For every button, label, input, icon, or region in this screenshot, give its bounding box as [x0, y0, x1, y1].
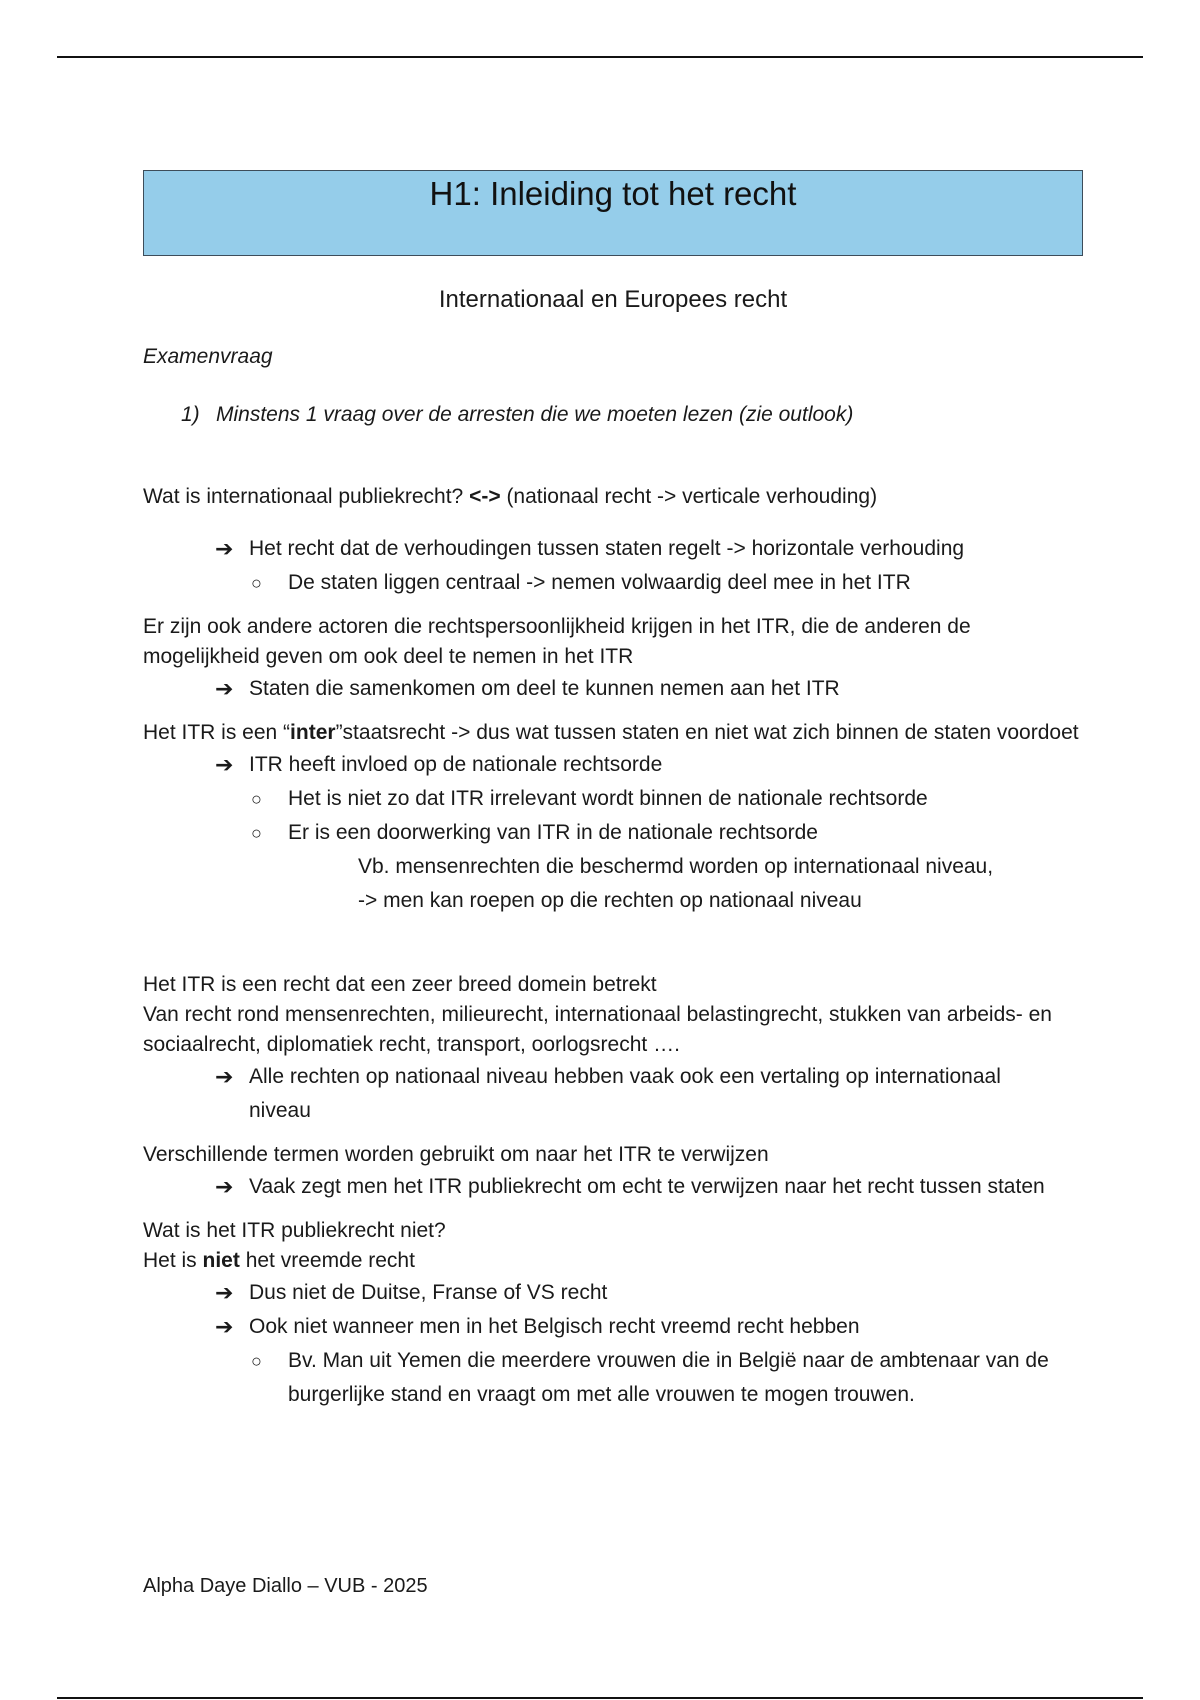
paragraph-not: [143, 1246, 1083, 1276]
circle-item: [143, 782, 1083, 816]
circle-text: Het is niet zo dat ITR irrelevant wordt binnen de nationale rechtsorde: [288, 787, 928, 810]
circle-item: [143, 566, 1083, 600]
circle-bullet-icon: ○: [251, 823, 262, 843]
paragraph-actors: Er zijn ook andere actoren die rechtspersoonlijkheid krijgen in het ITR, die de anderen de mogelijkheid geven om ook deel te nemen in het ITR: [143, 615, 971, 668]
arrow-text: Dus niet de Duitse, Franse of VS recht: [249, 1281, 608, 1304]
header-rule: [57, 56, 1143, 58]
arrow-text: Het recht dat de verhoudingen tussen staten regelt -> horizontale verhouding: [249, 537, 965, 560]
exam-label: Examenvraag: [143, 345, 273, 368]
arrow-text: Alle rechten op nationaal niveau hebben vaak ook een vertaling op internationaal niveau: [249, 1065, 1001, 1122]
bold-part: inter: [290, 721, 336, 744]
arrow-item: [143, 532, 1083, 566]
circle-text: De staten liggen centraal -> nemen volwaardig deel mee in het ITR: [288, 571, 911, 594]
title-box: [143, 170, 1083, 256]
text-part: ”staatsrecht -> dus wat tussen staten en niet wat zich binnen de staten voordoet: [335, 721, 1079, 744]
page-title: H1: Inleiding tot het recht: [429, 175, 797, 212]
arrow-text: Staten die samenkomen om deel te kunnen nemen aan het ITR: [249, 677, 840, 700]
list-text: Minstens 1 vraag over de arresten die we moeten lezen (zie outlook): [216, 403, 854, 426]
arrow-icon: ➔: [215, 676, 234, 701]
arrow-item: [143, 1310, 1083, 1344]
arrow-item: [143, 748, 1083, 782]
page-footer: Alpha Daye Diallo – VUB - 2025: [143, 1575, 428, 1597]
arrow-item: [143, 672, 1083, 706]
text-part: Wat is internationaal publiekrecht?: [143, 485, 470, 508]
arrow-icon: ➔: [215, 752, 234, 777]
arrow-text: Ook niet wanneer men in het Belgisch recht vreemd recht hebben: [249, 1315, 860, 1338]
subtitle: Internationaal en Europees recht: [438, 286, 788, 313]
circle-item: [143, 1344, 1083, 1412]
arrow-item: [143, 1276, 1083, 1310]
question-not: Wat is het ITR publiekrecht niet?: [143, 1219, 446, 1242]
arrow-icon: ➔: [215, 1174, 234, 1199]
arrow-text: Vaak zegt men het ITR publiekrecht om echt te verwijzen naar het recht tussen staten: [249, 1175, 1045, 1198]
paragraph-domain: Het ITR is een recht dat een zeer breed domein betrekt: [143, 973, 657, 996]
circle-text: Bv. Man uit Yemen die meerdere vrouwen die in België naar de ambtenaar van de burgerlijke stand en vraagt om met alle vrouwen te mogen trouwen.: [288, 1349, 1049, 1406]
arrow-icon: ➔: [215, 1064, 234, 1089]
arrow-text: ITR heeft invloed op de nationale rechtsorde: [249, 753, 663, 776]
list-number: 1): [181, 403, 200, 426]
arrow-icon: ➔: [215, 536, 234, 561]
question-international-law: [143, 482, 1083, 512]
exam-list-item: [143, 400, 1083, 430]
bold-part: <->: [469, 485, 501, 508]
arrow-icon: ➔: [215, 1280, 234, 1305]
footer-rule: [57, 1697, 1143, 1699]
circle-bullet-icon: ○: [251, 573, 262, 593]
circle-bullet-icon: ○: [251, 789, 262, 809]
example-text: Vb. mensenrechten die beschermd worden op internationaal niveau, -> men kan roepen op die rechten op nationaal niveau: [358, 855, 994, 912]
bold-part: niet: [202, 1249, 240, 1272]
text-part: (nationaal recht -> verticale verhouding): [500, 485, 878, 508]
circle-bullet-icon: ○: [251, 1351, 262, 1371]
text-part: Het ITR is een “: [143, 721, 291, 744]
arrow-item: [143, 1060, 1083, 1128]
paragraph-terms: Verschillende termen worden gebruikt om naar het ITR te verwijzen: [143, 1143, 769, 1166]
arrow-icon: ➔: [215, 1314, 234, 1339]
paragraph-domain-list: Van recht rond mensenrechten, milieurecht, internationaal belastingrecht, stukken van arbeids- en sociaalrecht, diplomatiek recht, transport, oorlogsrecht ….: [143, 1003, 1052, 1056]
paragraph-inter: [143, 718, 1083, 748]
circle-item: [143, 816, 1083, 850]
text-part: het vreemde recht: [239, 1249, 415, 1272]
arrow-item: [143, 1170, 1083, 1204]
document-page: [143, 170, 1083, 1412]
text-part: Het is: [143, 1249, 203, 1272]
circle-text: Er is een doorwerking van ITR in de nationale rechtsorde: [288, 821, 818, 844]
